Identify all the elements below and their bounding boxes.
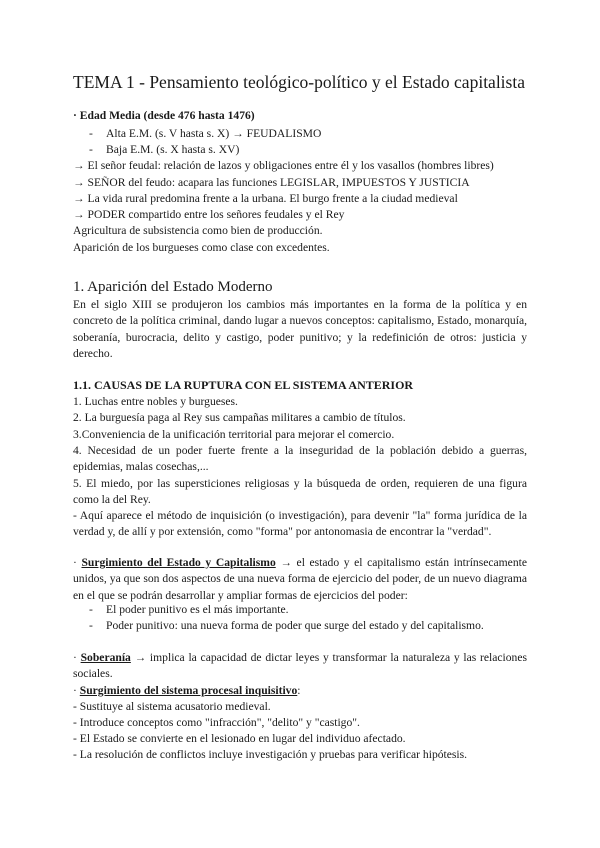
arrow-line: → La vida rural predomina frente a la urbana. El burgo frente a la ciudad medieval	[73, 192, 458, 205]
list-item	[89, 142, 239, 158]
bullet: ·	[73, 651, 81, 664]
arrow-line: → PODER compartido entre los señores feudales y el Rey	[73, 208, 345, 221]
surgimiento-paragraph	[73, 555, 527, 604]
text-line: Aparición de los burgueses como clase con excedentes.	[73, 241, 330, 254]
list-item-text: Alta E.M. (s. V hasta s. X) → FEUDALISMO	[106, 127, 322, 140]
list-item: - El Estado se convierte en el lesionado en lugar del individuo afectado.	[73, 732, 406, 745]
list-item: 4. Necesidad de un poder fuerte frente a la inseguridad de la población debido a guerras, epidemias, malas cosechas,...	[73, 444, 527, 474]
dash-bullet: -	[89, 619, 93, 632]
list-item: - La resolución de conflictos incluye investigación y pruebas para verificar hipótesis.	[73, 748, 468, 761]
arrow-line: → SEÑOR del feudo: acapara las funciones LEGISLAR, IMPUESTOS Y JUSTICIA	[73, 176, 470, 189]
soberania-paragraph	[73, 650, 527, 683]
section-paragraph: En el siglo XIII se produjeron los cambios más importantes en la forma de la política y en concreto de la política criminal, dando lugar a nuevos conceptos: capitalismo, Estado, monarquía, soberanía, burocracia, delito y castigo, poder punitivo; y la redefinición de otros: justicia y derecho.	[73, 298, 527, 361]
arrow-line: → El señor feudal: relación de lazos y obligaciones entre él y los vasallos (hombres libres)	[73, 159, 494, 172]
list-item: 3.Conveniencia de la unificación territorial para mejorar el comercio.	[73, 428, 395, 441]
surgimiento-text: → el estado y el capitalismo están intrínsecamente unidos, ya que son dos aspectos de una nueva forma de ejercicio del poder, de un nuevo diagrama en el que se podrán desarrollar y ampliar formas de ejercicios del poder:	[73, 556, 527, 602]
bullet: ·	[73, 684, 80, 697]
text-line: Agricultura de subsistencia como bien de producción.	[73, 224, 323, 237]
soberania-text: → implica la capacidad de dictar leyes y transformar la naturaleza y las relaciones sociales.	[73, 651, 528, 681]
page-title: TEMA 1 - Pensamiento teológico-político y el Estado capitalista	[73, 72, 525, 92]
soberania-label: Soberanía	[80, 651, 131, 664]
list-item-text: Baja E.M. (s. X hasta s. XV)	[106, 143, 240, 156]
colon: :	[297, 684, 301, 697]
section-heading: 1. Aparición del Estado Moderno	[73, 279, 273, 295]
bullet: ·	[73, 556, 82, 569]
dash-bullet: -	[89, 143, 93, 156]
list-item: 1. Luchas entre nobles y burgueses.	[73, 395, 238, 408]
procesal-label: Surgimiento del sistema procesal inquisitivo	[79, 684, 298, 697]
dash-bullet: -	[89, 603, 93, 616]
list-item: 2. La burguesía paga al Rey sus campañas militares a cambio de títulos.	[73, 411, 406, 424]
dash-bullet: -	[89, 127, 93, 140]
list-item	[89, 602, 289, 618]
procesal-heading	[73, 683, 301, 699]
subsection-heading: 1.1. CAUSAS DE LA RUPTURA CON EL SISTEMA ANTERIOR	[73, 378, 414, 392]
list-item	[89, 126, 321, 142]
list-item: - Aquí aparece el método de inquisición (o investigación), para devenir "la" forma jurídica de la verdad y, de allí y por extensión, como "forma" por antonomasia de encontrar la "verdad".	[73, 509, 527, 539]
surgimiento-label: Surgimiento del Estado y Capitalismo	[81, 556, 276, 569]
list-item	[89, 618, 484, 634]
list-item: 5. El miedo, por las supersticiones religiosas y la búsqueda de orden, requieren de una figura como la del Rey.	[73, 477, 527, 507]
list-item: - Sustituye al sistema acusatorio medieval.	[73, 700, 271, 713]
list-item: - Introduce conceptos como "infracción", "delito" y "castigo".	[73, 716, 360, 729]
list-item-text: El poder punitivo es el más importante.	[106, 603, 289, 616]
edad-media-heading: · Edad Media (desde 476 hasta 1476)	[73, 109, 255, 122]
list-item-text: Poder punitivo: una nueva forma de poder que surge del estado y del capitalismo.	[106, 619, 484, 632]
